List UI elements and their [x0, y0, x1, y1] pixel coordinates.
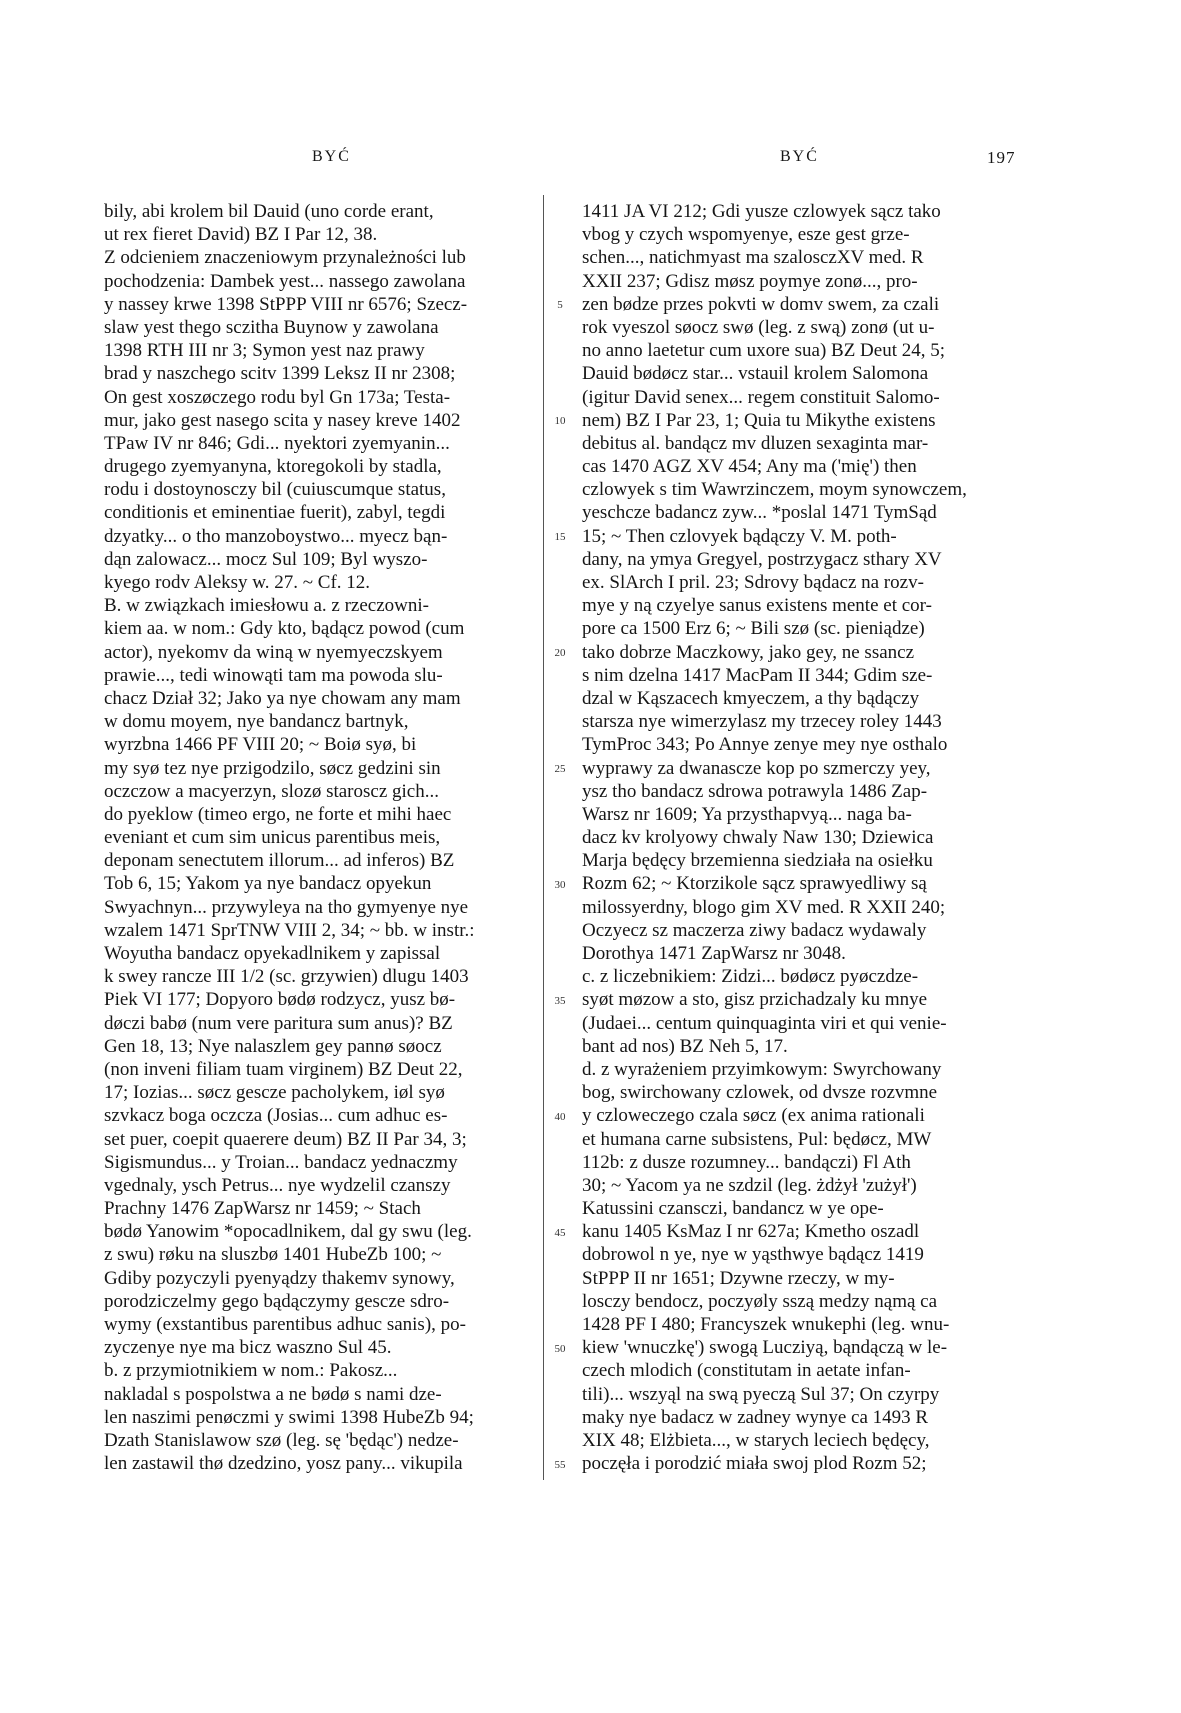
line-number: 15: [554, 530, 566, 543]
text-line: deponam senectutem illorum... ad inferos) BZ: [104, 850, 455, 872]
text-line: dzyatky... o tho manzoboystwo... myecz bąn-: [104, 525, 448, 547]
text-line: Katussini czansczi, bandancz w ye ope-: [582, 1198, 884, 1220]
text-line: maky nye badacz w zadney wynye ca 1493 R: [582, 1406, 929, 1428]
text-line: Dzath Stanislawow szø (leg. sę 'będąc') nedze-: [104, 1429, 459, 1451]
text-line: ut rex fieret David) BZ I Par 12, 38.: [104, 224, 378, 246]
text-line: bog, swirchowany czlowek, od dvsze rozvmne: [582, 1082, 938, 1104]
text-line: Sigismundus... y Troian... bandacz yednaczmy: [104, 1151, 458, 1173]
text-line: (igitur David senex... regem constituit Salomo-: [582, 386, 940, 408]
text-line: Gen 18, 13; Nye nalaszlem gey pannø søocz: [104, 1035, 442, 1057]
text-line: Gdiby pozyczyli pyenyądzy thakemv synowy,: [104, 1267, 455, 1289]
text-line: rok vyeszol søocz swø (leg. z swą) zonø (ut u-: [582, 316, 935, 338]
text-line: 15; ~ Then czlovyek bądączy V. M. poth-: [582, 525, 897, 547]
text-line: (non inveni filiam tuam virginem) BZ Deut 22,: [104, 1058, 463, 1080]
text-line: Z odcieniem znaczeniowym przynależności lub: [104, 247, 466, 269]
text-line: 17; Iozias... søcz gescze pacholykem, iøl syø: [104, 1082, 445, 1104]
text-line: ex. SlArch I pril. 23; Sdrovy bądacz na rozv-: [582, 572, 924, 593]
text-line: bily, abi krolem bil Dauid (uno corde erant,: [104, 201, 434, 222]
line-number: 5: [557, 298, 563, 311]
running-head-right: BYĆ: [780, 148, 819, 165]
running-head-left: BYĆ: [312, 148, 351, 165]
text-line: (Judaei... centum quinquaginta viri et qui venie-: [582, 1012, 947, 1034]
text-line: szvkacz boga oczcza (Josias... cum adhuc es-: [104, 1105, 448, 1127]
text-line: porodziczelmy gego bądączymy gescze sdro-: [104, 1290, 450, 1312]
text-line: Woyutha bandacz opyekadlnikem y zapissal: [104, 943, 441, 964]
text-line: rodu i dostoynosczy bil (cuiuscumque status,: [104, 479, 446, 501]
text-line: prawie..., tedi winowąti tam ma powoda slu-: [104, 664, 443, 686]
text-line: dobrowol n ye, nye w yąsthwye bądącz 1419: [582, 1244, 924, 1266]
text-line: milossyerdny, blogo gim XV med. R XXII 240;: [582, 896, 946, 918]
page-number: 197: [987, 148, 1016, 167]
text-line: nem) BZ I Par 23, 1; Quia tu Mikythe existens: [582, 409, 936, 431]
text-line: Dorothya 1471 ZapWarsz nr 3048.: [582, 943, 846, 964]
text-line: k swey rancze III 1/2 (sc. grzywien) dlugu 1403: [104, 966, 469, 988]
text-line: 1398 RTH III nr 3; Symon yest naz prawy: [104, 340, 425, 362]
text-line: kanu 1405 KsMaz I nr 627a; Kmetho oszadl: [582, 1221, 920, 1243]
text-line: chacz Dział 32; Jako ya nye chowam any mam: [104, 687, 461, 709]
text-line: brad y naszchego scitv 1399 Leksz II nr 2308;: [104, 363, 456, 385]
text-line: 1411 JA VI 212; Gdi yusze czlowyek sącz tako: [582, 201, 941, 222]
text-line: kyego rodv Aleksy w. 27. ~ Cf. 12.: [104, 572, 371, 593]
text-line: Swyachnyn... przywyleya na tho gymyenye nye: [104, 896, 469, 918]
text-line: wyrzbna 1466 PF VIII 20; ~ Boiø syø, bi: [104, 734, 417, 756]
text-line: no anno laetetur cum uxore sua) BZ Deut 24, 5;: [582, 340, 946, 362]
text-line: eveniant et cum sim unicus parentibus meis,: [104, 827, 441, 849]
text-line: bødø Yanowim *opocadlnikem, dal gy swu (leg.: [104, 1221, 472, 1243]
line-number: 45: [554, 1226, 566, 1239]
line-number: 20: [554, 646, 566, 659]
text-line: w domu moyem, nye bandancz bartnyk,: [104, 711, 409, 733]
text-line: len zastawil thø dzedzino, yosz pany... vikupila: [104, 1453, 463, 1475]
text-line: kiew 'wnuczkę') swogą Lucziyą, bąndączą w le-: [582, 1337, 948, 1359]
text-line: TymProc 343; Po Annye zenye mey nye osthalo: [582, 734, 948, 756]
text-line: TPaw IV nr 846; Gdi... nyektori zyemyanin...: [104, 432, 450, 454]
text-line: y czloweczego czala søcz (ex anima rationali: [582, 1105, 925, 1127]
text-line: 30; ~ Yacom ya ne szdzil (leg. żdżył 'zużył'): [582, 1174, 917, 1196]
text-line: zyczenye nye ma bicz waszno Sul 45.: [104, 1337, 392, 1359]
text-line: schen..., natichmyast ma szalosczXV med. R: [582, 247, 924, 269]
left-column: [104, 200, 532, 1475]
right-column: [582, 200, 1012, 1475]
text-line: mye y ną czyelye sanus existens mente et cor-: [582, 595, 932, 617]
text-line: czech mlodich (constitutam in aetate infan-: [582, 1360, 911, 1382]
line-number: 30: [554, 878, 566, 891]
text-line: my syø tez nye przigodzilo, søcz gedzini sin: [104, 757, 441, 779]
line-number: 55: [554, 1458, 566, 1471]
text-line: set puer, coepit quaerere deum) BZ II Par 34, 3;: [104, 1128, 467, 1150]
text-line: syøt møzow a sto, gisz przichadzaly ku mnye: [582, 989, 928, 1011]
text-line: Oczyecz sz maczerza ziwy badacz wydawaly: [582, 919, 927, 941]
text-line: dany, na ymya Gregyel, postrzygacz sthary XV: [582, 548, 942, 570]
text-line: Rozm 62; ~ Ktorzikole sącz sprawyedliwy są: [582, 873, 927, 895]
text-line: czlowyek s tim Wawrzinczem, moym synowczem,: [582, 479, 967, 501]
text-line: tili)... wszyąl na swą pyeczą Sul 37; On czyrpy: [582, 1383, 940, 1405]
text-line: pore ca 1500 Erz 6; ~ Bili szø (sc. pieniądze): [582, 618, 925, 640]
text-line: StPPP II nr 1651; Dzywne rzeczy, w my-: [582, 1267, 895, 1289]
text-line: conditionis et eminentiae fuerit), zabyl, tegdi: [104, 502, 446, 524]
text-line: dzal w Kąszacech kmyeczem, a thy bądączy: [582, 687, 920, 709]
text-line: oczczow a macyerzyn, slozø staroscz gich...: [104, 780, 439, 802]
text-line: Marja będęcy brzemienna siedziała na osiełku: [582, 850, 933, 872]
text-line: B. w związkach imiesłowu a. z rzeczowni-: [104, 595, 429, 617]
text-line: Dauid bødøcz star... vstauil krolem Salomona: [582, 363, 929, 385]
text-line: slaw yest thego sczitha Buynow y zawolana: [104, 316, 439, 338]
text-line: yeschcze badancz zyw... *poslal 1471 TymSąd: [582, 502, 937, 524]
text-line: 112b: z dusze rozumney... bandączi) Fl Ath: [582, 1151, 911, 1173]
text-line: mur, jako gest nasego scita y nasey kreve 1402: [104, 409, 461, 431]
text-line: et humana carne subsistens, Pul: będøcz, MW: [582, 1128, 932, 1150]
text-line: kiem aa. w nom.: Gdy kto, bądącz powod (cum: [104, 618, 465, 640]
text-line: Prachny 1476 ZapWarsz nr 1459; ~ Stach: [104, 1198, 421, 1220]
text-line: vbog y czych wspomyenye, esze gest grze-: [582, 224, 910, 246]
text-line: nakladal s pospolstwa a ne bødø s nami dze-: [104, 1383, 442, 1405]
text-line: len naszimi penøczmi y swimi 1398 HubeZb 94;: [104, 1406, 474, 1428]
text-line: ysz tho bandacz sdrowa potrawyla 1486 Zap-: [582, 780, 928, 802]
text-line: døczi babø (num vere paritura sum anus)? BZ: [104, 1012, 453, 1034]
text-line: zen bødze przes pokvti w domv swem, za czali: [582, 293, 940, 315]
text-line: wzalem 1471 SprTNW VIII 2, 34; ~ bb. w instr.:: [104, 919, 475, 941]
text-line: c. z liczebnikiem: Zidzi... bødøcz pyøczdze-: [582, 966, 919, 988]
text-line: y nassey krwe 1398 StPPP VIII nr 6576; Szecz-: [104, 293, 468, 315]
text-line: wyprawy za dwanascze kop po szmerczy yey,: [582, 757, 931, 779]
text-line: dąn zalowacz... mocz Sul 109; Byl wyszo-: [104, 548, 428, 570]
text-line: b. z przymiotnikiem w nom.: Pakosz...: [104, 1360, 398, 1382]
text-line: poczęła i porodzić miała swoj plod Rozm 52;: [582, 1453, 927, 1475]
text-line: drugego zyemyanyna, ktoregokoli by stadla,: [104, 456, 442, 478]
column-divider: [543, 195, 544, 1480]
line-number: 40: [554, 1110, 566, 1123]
line-number: 35: [554, 994, 566, 1007]
text-line: do pyeklow (timeo ergo, ne forte et mihi haec: [104, 803, 452, 825]
text-line: d. z wyrażeniem przyimkowym: Swyrchowany: [582, 1058, 942, 1080]
text-line: z swu) røku na sluszbø 1401 HubeZb 100; ~: [104, 1244, 442, 1266]
text-line: debitus al. bandącz mv dluzen sexaginta mar-: [582, 432, 929, 454]
text-line: dacz kv krolyowy chwaly Naw 130; Dziewica: [582, 827, 934, 849]
text-line: cas 1470 AGZ XV 454; Any ma ('mię') then: [582, 456, 917, 478]
text-line: s nim dzelna 1417 MacPam II 344; Gdim sze-: [582, 664, 933, 686]
text-line: losczy bendocz, poczyøly sszą medzy nąmą ca: [582, 1290, 938, 1312]
text-line: wymy (exstantibus parentibus adhuc sanis), po-: [104, 1314, 466, 1335]
line-number: 50: [554, 1342, 566, 1355]
text-line: 1428 PF I 480; Francyszek wnukephi (leg. wnu-: [582, 1314, 950, 1335]
line-number: 25: [554, 762, 566, 775]
text-line: XIX 48; Elżbieta..., w starych leciech będęcy,: [582, 1429, 930, 1451]
text-line: Piek VI 177; Dopyoro bødø rodzycz, yusz bø-: [104, 989, 456, 1011]
text-line: vgednaly, ysch Petrus... nye wydzelil czanszy: [104, 1174, 451, 1196]
text-line: On gest xoszøczego rodu byl Gn 173a; Testa-: [104, 386, 451, 408]
text-line: pochodzenia: Dambek yest... nassego zawolana: [104, 270, 466, 292]
text-line: actor), nyekomv da winą w nyemyeczskyem: [104, 641, 443, 663]
text-line: starsza nye wimerzylasz my trzecey roley 1443: [582, 711, 942, 733]
text-line: Tob 6, 15; Yakom ya nye bandacz opyekun: [104, 873, 432, 895]
text-line: Warsz nr 1609; Ya przysthapvyą... naga ba-: [582, 803, 912, 825]
line-number: 10: [554, 414, 566, 427]
text-line: XXII 237; Gdisz møsz poymye zonø..., pro-: [582, 270, 918, 292]
text-line: tako dobrze Maczkowy, jako gey, ne ssancz: [582, 641, 915, 663]
text-line: bant ad nos) BZ Neh 5, 17.: [582, 1035, 788, 1057]
